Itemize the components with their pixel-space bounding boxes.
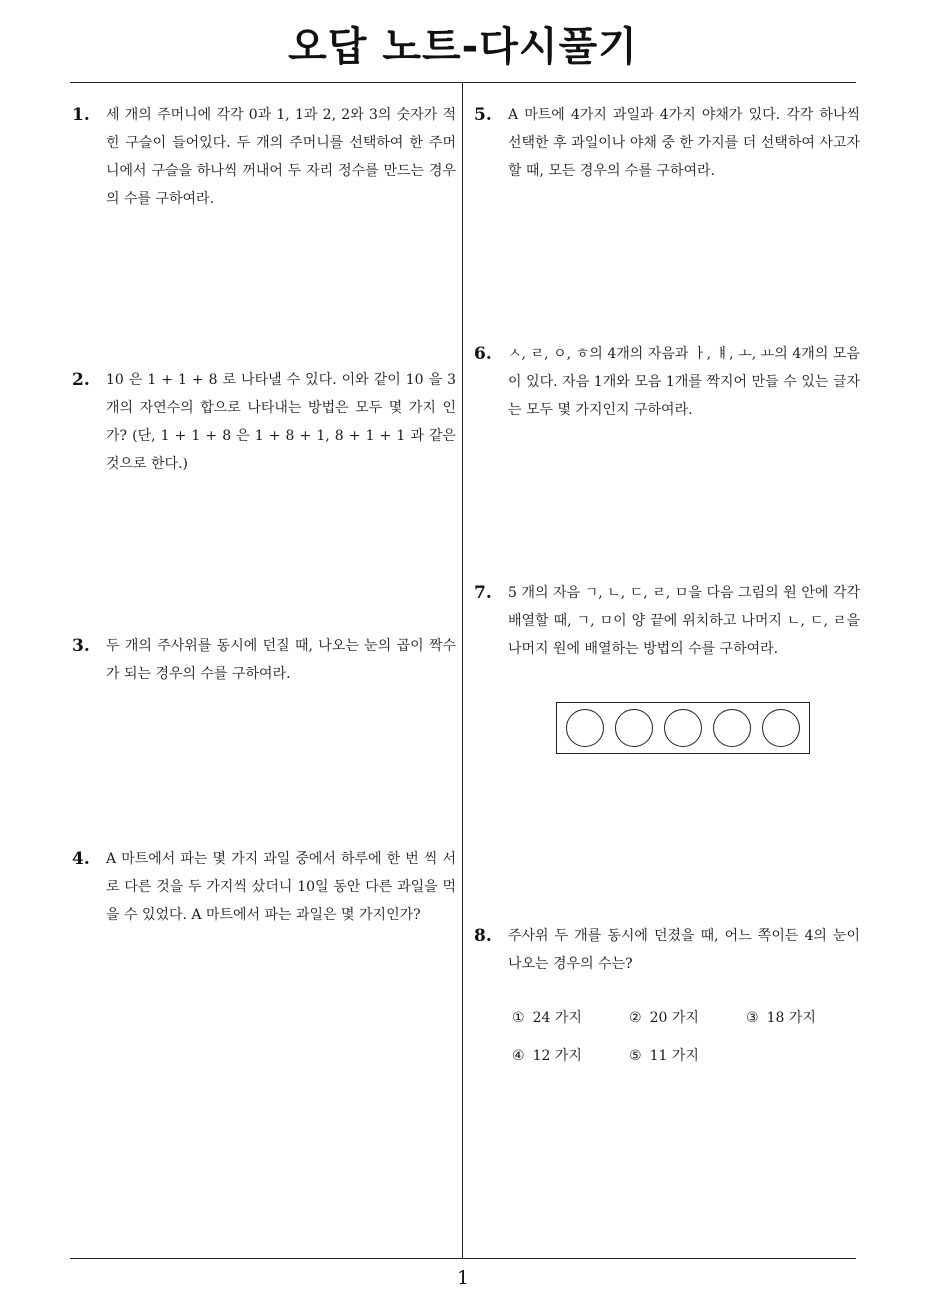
problem-text: 두 개의 주사위를 동시에 던질 때, 나오는 눈의 곱이 짝수가 되는 경우의 수를 구하여라. (106, 638, 456, 682)
answer-choice-4[interactable] (512, 1042, 582, 1070)
answer-choice-5[interactable] (629, 1042, 699, 1070)
problem-text: 10 은 1 + 1 + 8 로 나타낼 수 있다. 이와 같이 10 을 3 개의 자연수의 합으로 나타내는 방법은 모두 몇 가지 인가? (단, 1 + 1 + 8 은 1 + 8 + 1, 8 + 1 + 1 과 같은 것으로 한다.) (106, 372, 456, 472)
header-divider (70, 82, 856, 83)
answer-choice-3[interactable] (746, 1004, 816, 1032)
diagram-circle (713, 709, 751, 747)
problem-number: 2. (72, 370, 90, 390)
answer-choice-1[interactable] (512, 1004, 582, 1032)
choice-label: 12 가지 (532, 1048, 582, 1064)
problem-number: 5. (474, 105, 492, 125)
choice-mark: ① (512, 1010, 525, 1026)
choice-mark: ② (629, 1010, 642, 1026)
diagram-circle (566, 709, 604, 747)
choice-mark: ④ (512, 1048, 525, 1064)
choice-mark: ⑤ (629, 1048, 642, 1064)
choice-label: 11 가지 (649, 1048, 699, 1064)
problem-number: 6. (474, 344, 492, 364)
problem-text: A 마트에 4가지 과일과 4가지 야채가 있다. 각각 하나씩 선택한 후 과일이나 야채 중 한 가지를 더 선택하여 사고자 할 때, 모든 경우의 수를 구하여라. (508, 107, 860, 179)
choice-label: 24 가지 (532, 1010, 582, 1026)
footer-divider (70, 1258, 856, 1259)
page-title: 오답 노트-다시풀기 (288, 24, 638, 70)
problem-number: 8. (474, 926, 492, 946)
choice-mark: ③ (746, 1010, 759, 1026)
problem-text: 세 개의 주머니에 각각 0과 1, 1과 2, 2와 3의 숫자가 적힌 구슬이 들어있다. 두 개의 주머니를 선택하여 한 주머니에서 구슬을 하나씩 꺼내어 두 자리 정수를 만드는 경우의 수를 구하여라. (106, 107, 456, 207)
diagram-circle (615, 709, 653, 747)
choice-label: 20 가지 (649, 1010, 699, 1026)
column-divider (462, 83, 463, 1258)
choice-label: 18 가지 (766, 1010, 816, 1026)
problem-text: A 마트에서 파는 몇 가지 과일 중에서 하루에 한 번 씩 서로 다른 것을 두 가지씩 샀더니 10일 동안 다른 과일을 먹을 수 있었다. A 마트에서 파는 과일은 몇 가지인가? (106, 851, 456, 923)
diagram-circle (664, 709, 702, 747)
problem-text: 5 개의 자음 ㄱ, ㄴ, ㄷ, ㄹ, ㅁ을 다음 그림의 원 안에 각각 배열할 때, ㄱ, ㅁ이 양 끝에 위치하고 나머지 ㄴ, ㄷ, ㄹ을 나머지 원에 배열하는 방법의 수를 구하여라. (508, 585, 860, 657)
problem-number: 1. (72, 105, 90, 125)
page-number: 1 (456, 1267, 470, 1289)
problem-text: 주사위 두 개를 동시에 던졌을 때, 어느 쪽이든 4의 눈이 나오는 경우의 수는? (508, 928, 860, 972)
diagram-circle (762, 709, 800, 747)
problem-number: 7. (474, 583, 492, 603)
five-circle-diagram (556, 702, 810, 754)
answer-choices (512, 1004, 862, 1084)
problem-number: 4. (72, 849, 90, 869)
problem-text: ㅅ, ㄹ, ㅇ, ㅎ의 4개의 자음과 ㅏ, ㅒ, ㅗ, ㅛ의 4개의 모음이 있다. 자음 1개와 모음 1개를 짝지어 만들 수 있는 글자는 모두 몇 가지인지 구하여라. (508, 346, 860, 418)
problem-number: 3. (72, 636, 90, 656)
answer-choice-2[interactable] (629, 1004, 699, 1032)
